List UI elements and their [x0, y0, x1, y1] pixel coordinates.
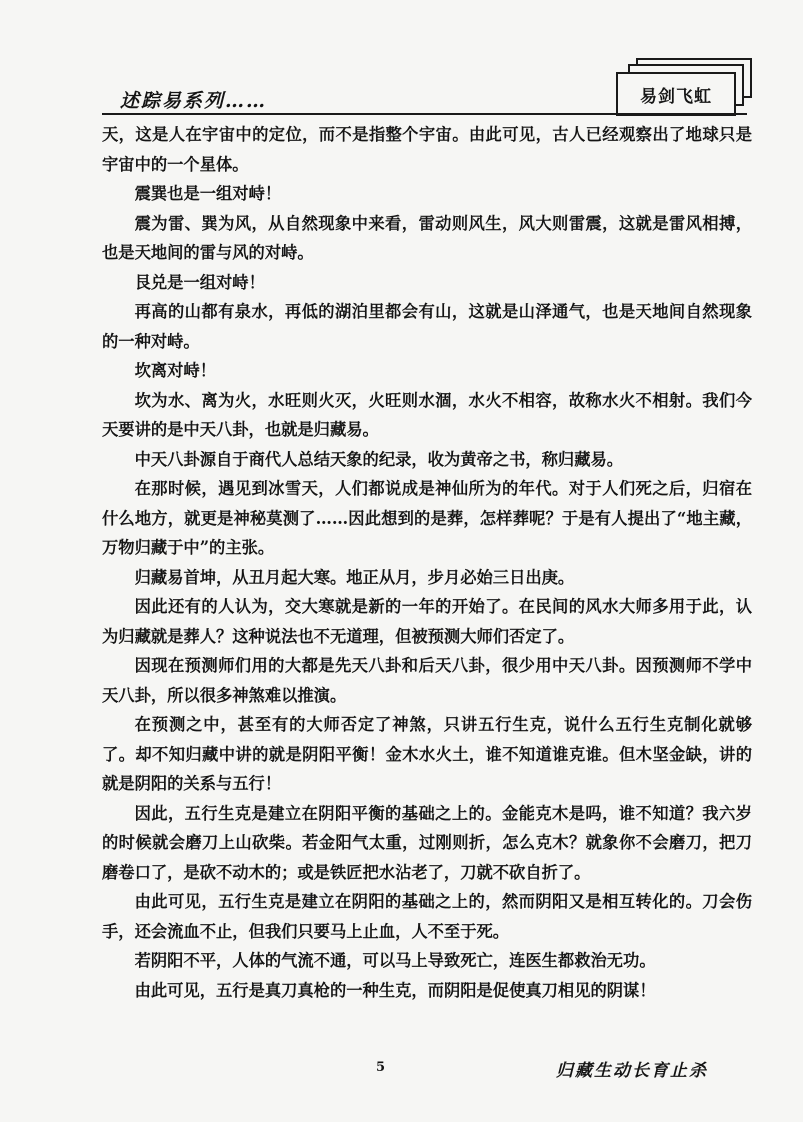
- series-title: 述踪易系列……: [120, 90, 268, 112]
- body-text: [102, 120, 752, 1005]
- paragraph: 中天八卦源自于商代人总结天象的纪录，收为黄帝之书，称归藏易。: [134, 449, 624, 469]
- page-number: 5: [376, 1060, 386, 1075]
- paragraph: 再高的山都有泉水，再低的湖泊里都会有山，这就是山泽通气，也是天地间自然现象的一种对峙。: [102, 302, 752, 351]
- footer-title: 归藏生动长育止杀: [556, 1061, 708, 1081]
- paragraph: 坎为水、离为火，水旺则火灭，火旺则水涸，水火不相容，故称水火不相射。我们今天要讲的是中天八卦，也就是归藏易。: [102, 390, 752, 439]
- paragraph: 震为雷、巽为风，从自然现象中来看，雷动则风生，风大则雷震，这就是雷风相搏，也是天地间的雷与风的对峙。: [102, 213, 752, 262]
- paragraph: 归藏易首坤，从丑月起大寒。地正从月，步月必始三日出庚。: [134, 567, 575, 587]
- paragraph: 因此还有的人认为，交大寒就是新的一年的开始了。在民间的风水大师多用于此，认为归藏就是葬人？这种说法也不无道理，但被预测大师们否定了。: [102, 597, 752, 646]
- paragraph: 天，这是人在宇宙中的定位，而不是指整个宇宙。由此可见，古人已经观察出了地球只是宇宙中的一个星体。: [102, 125, 752, 174]
- logo: [610, 56, 760, 116]
- paragraph: 由此可见，五行生克是建立在阴阳的基础之上的，然而阴阳又是相互转化的。刀会伤手，还会流血不止，但我们只要马上止血，人不至于死。: [102, 892, 752, 941]
- paragraph: 因此，五行生克是建立在阴阳平衡的基础之上的。金能克木是吗，谁不知道？我六岁的时候就会磨刀上山砍柴。若金阳气太重，过刚则折，怎么克木？就象你不会磨刀，把刀磨卷口了，是砍不动木的；或是铁匠把水沾老了，刀就不砍自折了。: [102, 803, 752, 882]
- paragraph: 由此可见，五行是真刀真枪的一种生克，而阴阳是促使真刀相见的阴谋！: [134, 980, 656, 1000]
- paragraph: 艮兑是一组对峙！: [134, 272, 265, 292]
- paragraph: 在那时候，遇见到冰雪天，人们都说成是神仙所为的年代。对于人们死之后，归宿在什么地方，就更是神秘莫测了……因此想到的是葬，怎样葬呢？于是有人提出了“地主藏，万物归藏于中”的主张。: [102, 479, 752, 557]
- header-rule: [102, 113, 747, 115]
- logo-text: 易剑飞虹: [616, 72, 736, 116]
- paragraph: 在预测之中，甚至有的大师否定了神煞，只讲五行生克，说什么五行生克制化就够了。却不知归藏中讲的就是阴阳平衡！金木水火土，谁不知道谁克谁。但木坚金缺，讲的就是阴阳的关系与五行！: [102, 715, 752, 793]
- paragraph: 若阴阳不平，人体的气流不通，可以马上导致死亡，连医生都救治无功。: [134, 951, 656, 970]
- paragraph: 因现在预测师们用的大都是先天八卦和后天八卦，很少用中天八卦。因预测师不学中天八卦，所以很多神煞难以推演。: [102, 656, 752, 705]
- paragraph: 坎离对峙！: [134, 361, 217, 380]
- paragraph: 震巽也是一组对峙！: [134, 184, 282, 203]
